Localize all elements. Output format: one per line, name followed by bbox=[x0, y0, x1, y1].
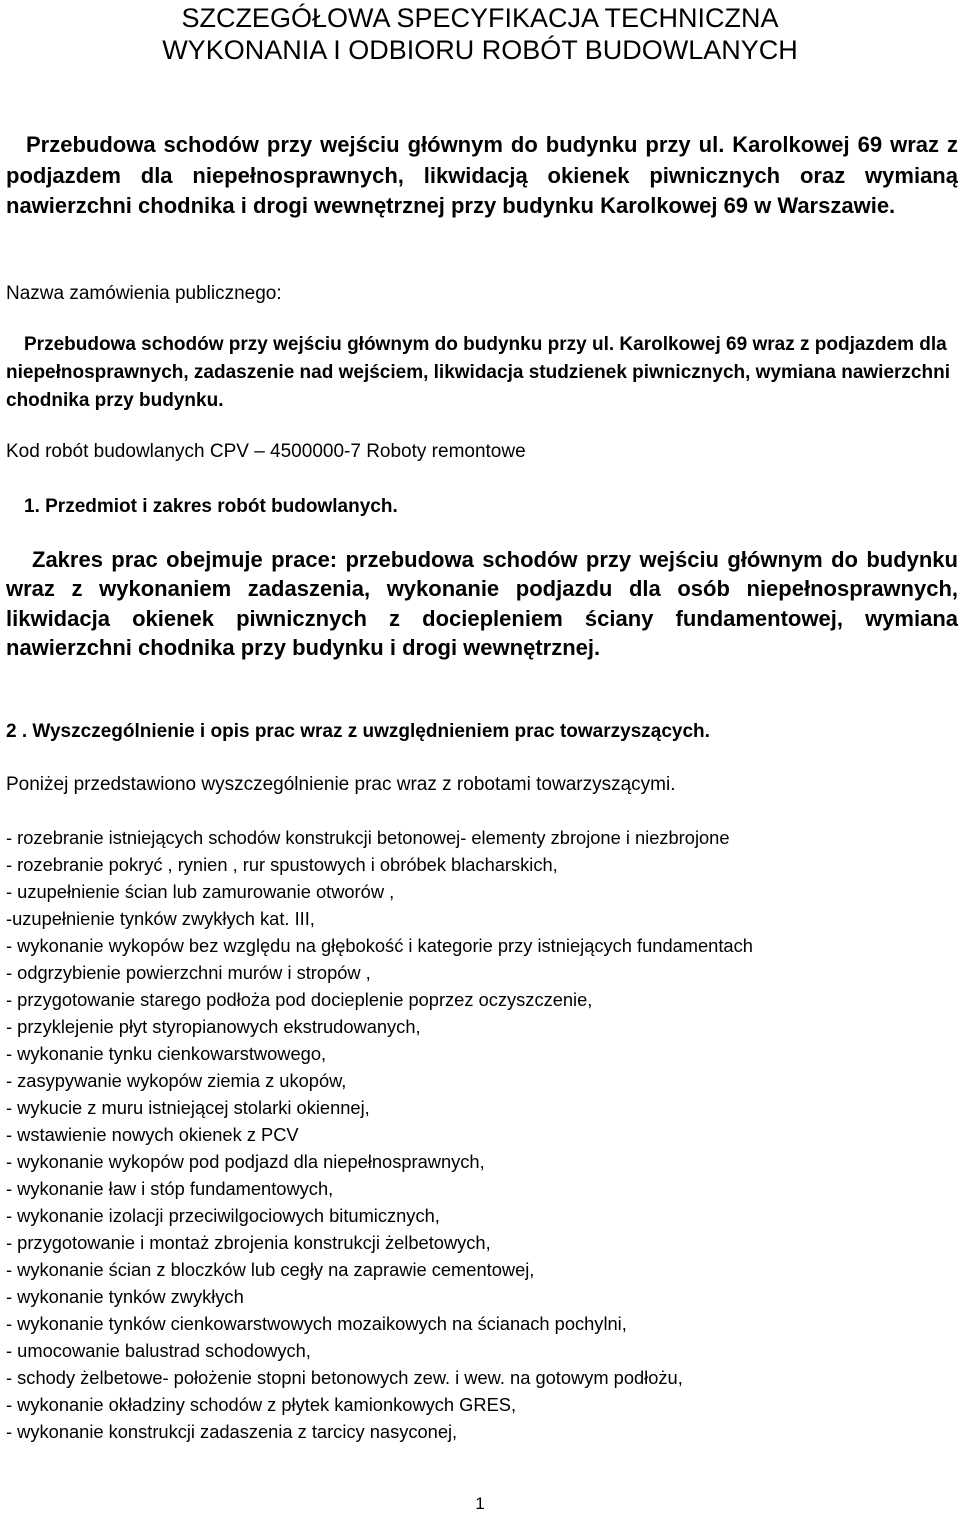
work-items-list bbox=[6, 824, 960, 1445]
work-item: - umocowanie balustrad schodowych, bbox=[6, 1340, 311, 1361]
section-1-heading: 1. Przedmiot i zakres robót budowlanych. bbox=[24, 496, 398, 517]
work-item: - wykonanie wykopów pod podjazd dla niepełnosprawnych, bbox=[6, 1151, 485, 1172]
work-item: - wykonanie ścian z bloczków lub cegły na zaprawie cementowej, bbox=[6, 1259, 535, 1280]
work-item: - wykonanie wykopów bez względu na głębokość i kategorie przy istniejących fundamentach bbox=[6, 935, 753, 956]
document-title-line-1: SZCZEGÓŁOWA SPECYFIKACJA TECHNICZNA bbox=[181, 3, 779, 33]
work-item: - wykonanie konstrukcji zadaszenia z tarcicy nasyconej, bbox=[6, 1421, 458, 1442]
order-name-label: Nazwa zamówienia publicznego: bbox=[6, 283, 282, 304]
work-item: -uzupełnienie tynków zwykłych kat. III, bbox=[6, 908, 315, 929]
page-number: 1 bbox=[475, 1494, 485, 1513]
work-item: - odgrzybienie powierzchni murów i stropów , bbox=[6, 962, 371, 983]
document-title-line-2: WYKONANIA I ODBIORU ROBÓT BUDOWLANYCH bbox=[162, 35, 798, 65]
work-item: - rozebranie pokryć , rynien , rur spustowych i obróbek blacharskich, bbox=[6, 854, 558, 875]
project-subject: Przebudowa schodów przy wejściu głównym do budynku przy ul. Karolkowej 69 wraz z podjazdem dla niepełnosprawnych, likwidacją okienek piwnicznych oraz wymianą nawierzchni chodnika i drogi wewnętrznej przy budynku Karolkowej 69 w Warszawie. bbox=[6, 132, 958, 218]
work-item: - rozebranie istniejących schodów konstrukcji betonowej- elementy zbrojone i niezbrojone bbox=[6, 827, 730, 848]
cpv-code-line: Kod robót budowlanych CPV – 4500000-7 Roboty remontowe bbox=[6, 441, 526, 462]
work-item: - wykonanie tynków cienkowarstwowych mozaikowych na ścianach pochylni, bbox=[6, 1313, 627, 1334]
order-name: Przebudowa schodów przy wejściu głównym do budynku przy ul. Karolkowej 69 wraz z podjazdem dla niepełnosprawnych, zadaszenie nad wejściem, likwidacja studzienek piwnicznych, wymiana nawierzchni chodnika przy budynku. bbox=[6, 334, 950, 411]
work-list-intro: Poniżej przedstawiono wyszczególnienie prac wraz z robotami towarzyszącymi. bbox=[6, 774, 676, 795]
work-item: - wykonanie ław i stóp fundamentowych, bbox=[6, 1178, 334, 1199]
work-item: - schody żelbetowe- położenie stopni betonowych zew. i wew. na gotowym podłożu, bbox=[6, 1367, 683, 1388]
work-item: - wykucie z muru istniejącej stolarki okiennej, bbox=[6, 1097, 370, 1118]
work-item: - wykonanie tynków zwykłych bbox=[6, 1286, 244, 1307]
scope-of-work: Zakres prac obejmuje prace: przebudowa schodów przy wejściu głównym do budynku wraz z wykonaniem zadaszenia, wykonanie podjazdu dla osób niepełnosprawnych, likwidacja okienek piwnicznych z dociepleniem ściany fundamentowej, wymiana nawierzchni chodnika przy budynku i drogi wewnętrznej. bbox=[6, 547, 958, 660]
work-item: - uzupełnienie ścian lub zamurowanie otworów , bbox=[6, 881, 395, 902]
work-item: - przyklejenie płyt styropianowych ekstrudowanych, bbox=[6, 1016, 421, 1037]
work-item: - wstawienie nowych okienek z PCV bbox=[6, 1124, 299, 1145]
work-item: - zasypywanie wykopów ziemia z ukopów, bbox=[6, 1070, 347, 1091]
work-item: - przygotowanie starego podłoża pod docieplenie poprzez oczyszczenie, bbox=[6, 989, 593, 1010]
work-item: - wykonanie tynku cienkowarstwowego, bbox=[6, 1043, 327, 1064]
work-item: - wykonanie izolacji przeciwilgociowych bitumicznych, bbox=[6, 1205, 440, 1226]
section-2-heading: 2 . Wyszczególnienie i opis prac wraz z uwzględnieniem prac towarzyszących. bbox=[6, 721, 710, 742]
work-item: - wykonanie okładziny schodów z płytek kamionkowych GRES, bbox=[6, 1394, 517, 1415]
work-item: - przygotowanie i montaż zbrojenia konstrukcji żelbetowych, bbox=[6, 1232, 491, 1253]
